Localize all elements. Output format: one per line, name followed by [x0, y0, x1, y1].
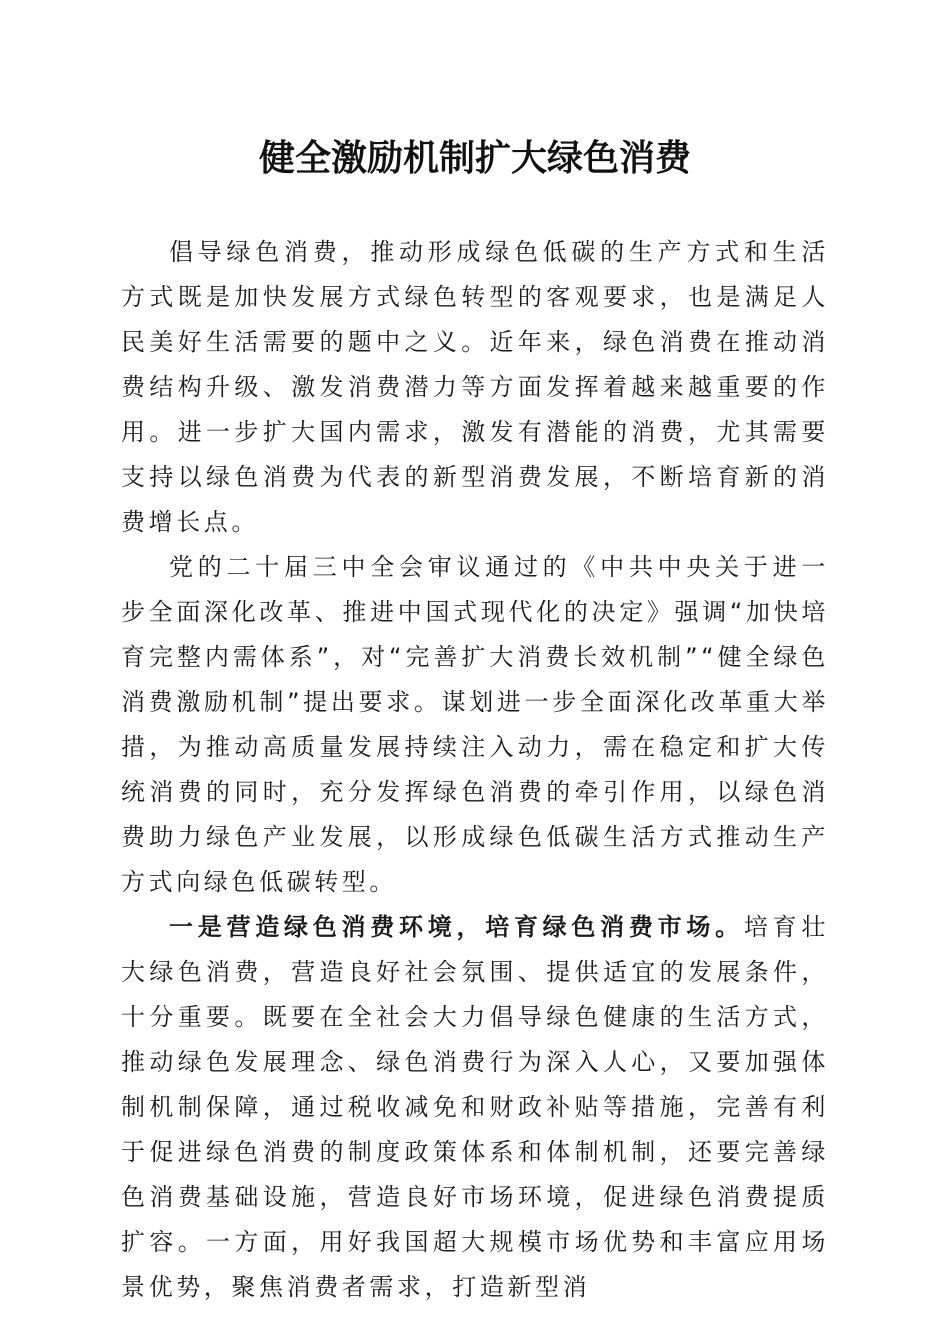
paragraph-1-text: 倡导绿色消费，推动形成绿色低碳的生产方式和生活方式既是加快发展方式绿色转型的客观要求，也是满足人民美好生活需要的题中之义。近年来，绿色消费在推动消费结构升级、激发消费潜力等方面发挥着越来越重要的作用。进一步扩大国内需求，激发有潜能的消费，尤其需要支持以绿色消费为代表的新型消费发展，不断培育新的消费增长点。 [121, 238, 829, 536]
paragraph-2-text: 党的二十届三中全会审议通过的《中共中央关于进一步全面深化改革、推进中国式现代化的决定》强调“加快培育完整内需体系”，对“完善扩大消费长效机制”“健全绿色消费激励机制”提出要求。谋划进一步全面深化改革重大举措，为推动高质量发展持续注入动力，需在稳定和扩大传统消费的同时，充分发挥绿色消费的牵引作用，以绿色消费助力绿色产业发展，以形成绿色低碳生活方式推动生产方式向绿色低碳转型。 [121, 553, 829, 896]
paragraph-1 [121, 230, 829, 545]
paragraph-3-text: 培育壮大绿色消费，营造良好社会氛围、提供适宜的发展条件，十分重要。既要在全社会大力倡导绿色健康的生活方式，推动绿色发展理念、绿色消费行为深入人心，又要加强体制机制保障，通过税收减免和财政补贴等措施，完善有利于促进绿色消费的制度政策体系和体制机制，还要完善绿色消费基础设施，营造良好市场环境，促进绿色消费提质扩容。一方面，用好我国超大规模市场优势和丰富应用场景优势，聚焦消费者需求，打造新型消 [121, 913, 829, 1301]
paragraph-3-lead: 一是营造绿色消费环境，培育绿色消费市场。 [169, 913, 744, 941]
paragraph-3 [121, 905, 829, 1310]
document-body [121, 230, 829, 1310]
document-title: 健全激励机制扩大绿色消费 [258, 137, 691, 179]
paragraph-2 [121, 545, 829, 905]
